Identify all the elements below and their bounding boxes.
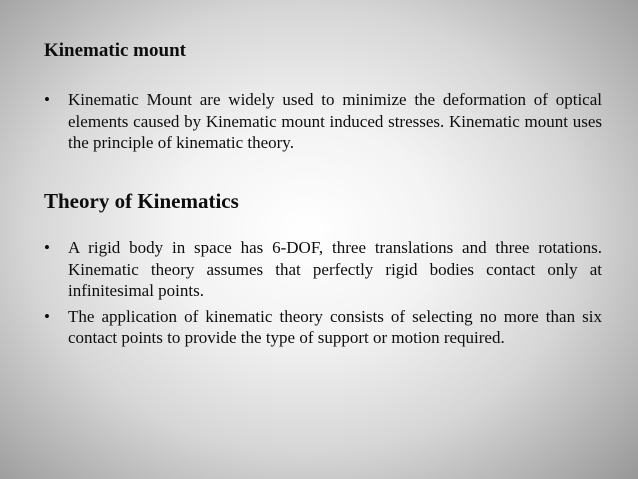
bullet-item	[44, 237, 602, 302]
bullet-icon: •	[44, 306, 50, 326]
bullet-item	[44, 89, 602, 154]
bullet-icon: •	[44, 90, 50, 109]
bullet-item	[44, 306, 602, 349]
bullet-text: A rigid body in space has 6-DOF, three translations and three rotations. Kinematic theory assumes that perfectly rigid bodies contact only at infinitesimal points.	[68, 238, 602, 300]
bullet-list-kinematic-mount	[44, 89, 602, 154]
bullet-text: Kinematic Mount are widely used to minimize the deformation of optical elements caused by Kinematic mount induced stresses. Kinematic mount uses the principle of kinematic theory.	[68, 90, 602, 152]
section-heading-theory-of-kinematics: Theory of Kinematics	[44, 189, 239, 213]
section-heading-kinematic-mount: Kinematic mount	[44, 40, 186, 61]
bullet-list-theory-of-kinematics	[44, 237, 602, 349]
bullet-icon: •	[44, 238, 50, 257]
bullet-text: The application of kinematic theory consists of selecting no more than six contact points to provide the type of support or motion required.	[68, 306, 602, 347]
